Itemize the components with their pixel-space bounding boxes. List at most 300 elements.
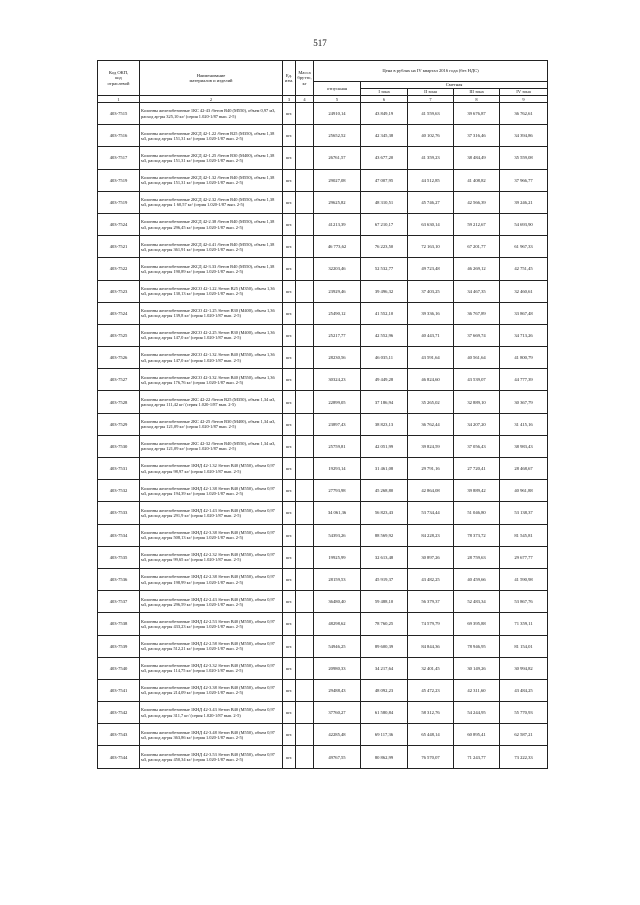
- cell-price-zone-4: 41 800,79: [500, 347, 548, 369]
- cell-price-zone-2: 74 579,79: [408, 613, 454, 635]
- cell-code: 403-7544: [98, 746, 140, 768]
- table-row: [98, 147, 548, 169]
- cell-price-wholesale: 20980,33: [314, 657, 361, 679]
- cell-price-zone-3: 32 889,10: [454, 391, 500, 413]
- header-zone-1: I зона: [361, 89, 408, 96]
- cell-price-wholesale: 28159,53: [314, 568, 361, 590]
- cell-name: Колонны железобетонные 2КСД 42-2.32 /бетон В40 (М550), объем 1,38 м3, расход ар-ры 1 60,57 кг/ (серия 1.020-1/87 вып. 2-5): [140, 191, 283, 213]
- cell-unit: шт.: [283, 591, 296, 613]
- cell-price-zone-1: 45 268,80: [361, 480, 408, 502]
- cell-name: Колонны железобетонные 2КСО 42-2.25 /бетон В30 (М400), объем 1,36 м3, расход ар-ры 147,0 кг/ (серия 1.020-1/87 вып. 2-5): [140, 324, 283, 346]
- cell-price-zone-2: 40 443,71: [408, 324, 454, 346]
- table-row: [98, 391, 548, 413]
- cell-price-wholesale: 25217,77: [314, 324, 361, 346]
- cell-price-zone-2: 65 448,14: [408, 724, 454, 746]
- cell-code: 403-7525: [98, 324, 140, 346]
- cell-mass: [296, 280, 314, 302]
- cell-mass: [296, 546, 314, 568]
- cell-name: Колонны железобетонные 2КСО 42-1.32 /бетон В40 (М550), объем 1,36 м3, расход ар-ры 147,0 кг/ (серия 1.020-1/87 вып. 2-5): [140, 347, 283, 369]
- cell-mass: [296, 724, 314, 746]
- cell-price-wholesale: 29027,08: [314, 169, 361, 191]
- cell-name: Колонны железобетонные 1КНД 42-2.43 /бетон В40 (М550), объем 0,97 м3, расход ар-ры 296,59 кг/ (серия 1.020-1/87 вып. 2-5): [140, 591, 283, 613]
- cell-name: Колонны железобетонные 2КСО 42-3.32 /бетон В40 (М550), объем 1,36 м3, расход ар-ры 176,76 кг/ (серия 1.020-1/87 вып. 2-5): [140, 369, 283, 391]
- table-row: [98, 546, 548, 568]
- cell-price-zone-2: 41 359,23: [408, 147, 454, 169]
- cell-price-zone-3: 39 889,42: [454, 480, 500, 502]
- cell-code: 403-7522: [98, 258, 140, 280]
- cell-price-wholesale: 19925,99: [314, 546, 361, 568]
- cell-code: 403-7534: [98, 524, 140, 546]
- cell-price-wholesale: 34 061,36: [314, 502, 361, 524]
- cell-code: 403-7542: [98, 702, 140, 724]
- table-row: [98, 524, 548, 546]
- cell-price-zone-1: 48 092,23: [361, 679, 408, 701]
- cell-price-zone-4: 61 967,33: [500, 236, 548, 258]
- cell-code: 403-7526: [98, 347, 140, 369]
- cell-price-zone-3: 27 720,41: [454, 458, 500, 480]
- table-row: [98, 213, 548, 235]
- cell-price-zone-1: 67 210,17: [361, 213, 408, 235]
- table-row: [98, 302, 548, 324]
- cell-name: Колонны железобетонные 1КНД 42-2.38 /бетон В40 (М550), объем 0,97 м3, расход ар-ры 198,99 кг/ (серия 1.020-1/87 вып. 2-5): [140, 568, 283, 590]
- cell-price-wholesale: 28230,56: [314, 347, 361, 369]
- cell-price-wholesale: 49767,55: [314, 746, 361, 768]
- cell-name: Колонны железобетонные 2КС 42-32 /бетон В40 (М550), объем 1,34 м3, расход ар-ры 121,09 кг/ (серия 1.020-1/87 вып. 2-5): [140, 435, 283, 457]
- cell-mass: [296, 413, 314, 435]
- cell-mass: [296, 213, 314, 235]
- cell-name: Колонны железобетонные 1КНД 42-2.53 /бетон В40 (М550), объем 0,97 м3, расход ар-ры 433,23 кг/ (серия 1.020-1/87 вып. 2-5): [140, 613, 283, 635]
- table-row: [98, 236, 548, 258]
- cell-price-zone-2: 29 791,16: [408, 458, 454, 480]
- cell-price-wholesale: 29625,82: [314, 191, 361, 213]
- table-body: [98, 103, 548, 769]
- cell-price-zone-3: 30 149,26: [454, 657, 500, 679]
- cell-price-zone-4: 28 468,67: [500, 458, 548, 480]
- cell-price-wholesale: 23897,43: [314, 413, 361, 435]
- cell-price-zone-2: 46 824,60: [408, 369, 454, 391]
- cell-mass: [296, 502, 314, 524]
- cell-price-zone-4: 34 713,26: [500, 324, 548, 346]
- cell-price-zone-2: 53 734,44: [408, 502, 454, 524]
- table-row: [98, 657, 548, 679]
- cell-price-zone-3: 37 056,43: [454, 435, 500, 457]
- cell-price-zone-1: 69 117,36: [361, 724, 408, 746]
- cell-name: Колонны железобетонные 1КНД 42-2.58 /бетон В40 (М550), объем 0,97 м3, расход ар-ры 512,21 кг/ (серия 1.020-1/87 вып. 2-5): [140, 635, 283, 657]
- cell-mass: [296, 679, 314, 701]
- cell-name: Колонны железобетонные 1КНД 42-3.38 /бетон В40 (М550), объем 0,97 м3, расход ар-ры 214,09 кг/ (серия 1.020-1/87 вып. 2-5): [140, 679, 283, 701]
- cell-price-zone-2: 42 864,08: [408, 480, 454, 502]
- cell-price-zone-2: 39 336,16: [408, 302, 454, 324]
- cell-unit: шт.: [283, 191, 296, 213]
- cell-price-zone-4: 81 154,01: [500, 635, 548, 657]
- cell-unit: шт.: [283, 213, 296, 235]
- cell-price-zone-4: 73 222,33: [500, 746, 548, 768]
- cell-price-wholesale: 24910,14: [314, 103, 361, 125]
- cell-price-zone-2: 49 723,48: [408, 258, 454, 280]
- table-row: [98, 103, 548, 125]
- cell-code: 403-7538: [98, 613, 140, 635]
- column-number: 5: [314, 96, 361, 103]
- cell-name: Колонны железобетонные 2КСО 42-1.22 /бетон В25 (М350), объем 1,36 м3, расход ар-ры 130,13 кг/ (серия 1.020-1/87 вып. 2-5): [140, 280, 283, 302]
- cell-price-zone-2: 84 228,23: [408, 524, 454, 546]
- cell-name: Колонны железобетонные 2КС 42-22 /бетон В25 (М350), объем 1,34 м3, расход ар-ры 111,42 кг/ (серия 1.020-1/87 вып. 2-5): [140, 391, 283, 413]
- cell-price-wholesale: 29488,43: [314, 679, 361, 701]
- cell-price-wholesale: 54946,25: [314, 635, 361, 657]
- cell-price-zone-4: 81 545,81: [500, 524, 548, 546]
- cell-code: 403-7533: [98, 502, 140, 524]
- cell-price-wholesale: 54393,26: [314, 524, 361, 546]
- cell-unit: шт.: [283, 258, 296, 280]
- cell-price-zone-1: 80 862,99: [361, 746, 408, 768]
- cell-mass: [296, 302, 314, 324]
- cell-unit: шт.: [283, 324, 296, 346]
- cell-price-zone-2: 40 102,76: [408, 125, 454, 147]
- cell-unit: шт.: [283, 347, 296, 369]
- cell-price-zone-2: 37 403,25: [408, 280, 454, 302]
- header-zone-2: II зона: [408, 89, 454, 96]
- cell-price-zone-1: 34 217,64: [361, 657, 408, 679]
- table-row: [98, 613, 548, 635]
- cell-code: 403-7528: [98, 391, 140, 413]
- cell-name: Колонны железобетонные 1КНД 42-3.38 /бетон В40 (М550), объем 0,97 м3, расход ар-ры 508,13 кг/ (серия 1.020-1/87 вып. 2-5): [140, 524, 283, 546]
- cell-code: 403-7519: [98, 191, 140, 213]
- cell-name: Колонны железобетонные 2КСД 42-4.41 /бетон В40 (М550), объем 1,38 м3, расход ар-ры 361,91 кг/ (серия 1.020-1/87 вып. 2-5): [140, 236, 283, 258]
- cell-price-zone-3: 46 269,12: [454, 258, 500, 280]
- cell-price-zone-1: 43 677,20: [361, 147, 408, 169]
- column-number: 3: [283, 96, 296, 103]
- cell-price-zone-1: 59 488,10: [361, 591, 408, 613]
- cell-mass: [296, 524, 314, 546]
- cell-name: Колонны железобетонные 1КС 42-43 /бетон В40 (М550), объем 0,97 м3, расход ар-ры 325,10 кг/ (серия 1.020-1/87 вып. 2-5): [140, 103, 283, 125]
- cell-price-zone-2: 84 844,36: [408, 635, 454, 657]
- cell-price-zone-1: 56 823,43: [361, 502, 408, 524]
- header-delivery: Сметная: [361, 82, 548, 89]
- cell-unit: шт.: [283, 635, 296, 657]
- cell-price-zone-1: 43 849,19: [361, 103, 408, 125]
- cell-price-zone-3: 67 201,77: [454, 236, 500, 258]
- cell-mass: [296, 369, 314, 391]
- cell-price-zone-4: 30 367,79: [500, 391, 548, 413]
- cell-price-wholesale: 22899,05: [314, 391, 361, 413]
- table-row: [98, 591, 548, 613]
- cell-price-zone-2: 30 897,26: [408, 546, 454, 568]
- column-number: 7: [408, 96, 454, 103]
- cell-unit: шт.: [283, 502, 296, 524]
- header-price-group: Цена в рублях на IV квартал 2016 года (без НДС): [314, 61, 548, 82]
- column-number: 9: [500, 96, 548, 103]
- table-row: [98, 502, 548, 524]
- cell-price-zone-1: 49 449,28: [361, 369, 408, 391]
- cell-price-zone-3: 40 459,66: [454, 568, 500, 590]
- cell-code: 403-7531: [98, 458, 140, 480]
- cell-price-zone-4: 30 994,82: [500, 657, 548, 679]
- cell-unit: шт.: [283, 480, 296, 502]
- column-number: 6: [361, 96, 408, 103]
- cell-price-zone-2: 56 379,37: [408, 591, 454, 613]
- price-table: [97, 60, 548, 769]
- table-row: [98, 568, 548, 590]
- table-row: [98, 480, 548, 502]
- cell-price-zone-4: 43 484,25: [500, 679, 548, 701]
- header-name: Наименование материалов и изделий: [140, 61, 283, 96]
- cell-unit: шт.: [283, 613, 296, 635]
- table-row: [98, 702, 548, 724]
- cell-price-zone-3: 41 408,82: [454, 169, 500, 191]
- header-code: Код ОКП, код отраслевой: [98, 61, 140, 96]
- cell-code: 403-7530: [98, 435, 140, 457]
- cell-unit: шт.: [283, 369, 296, 391]
- column-number: 2: [140, 96, 283, 103]
- cell-unit: шт.: [283, 657, 296, 679]
- table-row: [98, 413, 548, 435]
- cell-mass: [296, 635, 314, 657]
- cell-price-zone-1: 45 919,37: [361, 568, 408, 590]
- cell-name: Колонны железобетонные 1КНД 42-1.38 /бетон В40 (М550), объем 0,97 м3, расход ар-ры 194,39 кг/ (серия 1.020-1/87 вып. 2-5): [140, 480, 283, 502]
- cell-mass: [296, 568, 314, 590]
- cell-price-zone-3: 37 669,74: [454, 324, 500, 346]
- cell-price-zone-1: 52 532,77: [361, 258, 408, 280]
- cell-price-zone-1: 88 569,92: [361, 524, 408, 546]
- cell-mass: [296, 613, 314, 635]
- cell-price-zone-3: 78 373,72: [454, 524, 500, 546]
- cell-name: Колонны железобетонные 1КНД 42-1.43 /бетон В40 (М550), объем 0,97 м3, расход ар-ры 291,9 кг/ (серия 1.020-1/87 вып. 2-5): [140, 502, 283, 524]
- cell-code: 403-7515: [98, 103, 140, 125]
- cell-unit: шт.: [283, 125, 296, 147]
- cell-price-zone-4: 31 415,16: [500, 413, 548, 435]
- cell-price-zone-1: 42 552,96: [361, 324, 408, 346]
- cell-price-zone-3: 34 467,35: [454, 280, 500, 302]
- cell-mass: [296, 103, 314, 125]
- cell-price-zone-3: 78 946,95: [454, 635, 500, 657]
- cell-unit: шт.: [283, 458, 296, 480]
- cell-price-zone-4: 41 590,98: [500, 568, 548, 590]
- cell-code: 403-7527: [98, 369, 140, 391]
- cell-price-zone-4: 36 762,61: [500, 103, 548, 125]
- header-zone-3: III зона: [454, 89, 500, 96]
- cell-price-zone-2: 32 401,45: [408, 657, 454, 679]
- cell-price-wholesale: 32203,46: [314, 258, 361, 280]
- cell-name: Колонны железобетонные 2КСД 42-1.32 /бетон В40 (М550), объем 1,38 м3, расход ар-ры 151,31 кг/ (серия 1.020-1/87 вып. 2-5): [140, 169, 283, 191]
- cell-price-zone-1: 42 345,38: [361, 125, 408, 147]
- cell-price-zone-1: 42 051,99: [361, 435, 408, 457]
- cell-price-zone-3: 60 895,41: [454, 724, 500, 746]
- cell-price-zone-4: 38 983,43: [500, 435, 548, 457]
- cell-unit: шт.: [283, 568, 296, 590]
- cell-price-wholesale: 26761,57: [314, 147, 361, 169]
- cell-mass: [296, 191, 314, 213]
- cell-mass: [296, 591, 314, 613]
- cell-price-zone-2: 63 630,14: [408, 213, 454, 235]
- cell-code: 403-7539: [98, 635, 140, 657]
- table-row: [98, 724, 548, 746]
- cell-price-wholesale: 25759,81: [314, 435, 361, 457]
- cell-price-wholesale: 30324,23: [314, 369, 361, 391]
- cell-price-zone-2: 72 163,10: [408, 236, 454, 258]
- table-row: [98, 191, 548, 213]
- cell-name: Колонны железобетонные 1КНД 42-3.53 /бетон В40 (М550), объем 0,97 м3, расход ар-ры 450,34 кг/ (серия 1.020-1/87 вып. 2-5): [140, 746, 283, 768]
- cell-price-zone-1: 48 310,51: [361, 191, 408, 213]
- cell-mass: [296, 125, 314, 147]
- cell-price-wholesale: 23929,46: [314, 280, 361, 302]
- cell-name: Колонны железобетонные 1КНД 42-3.48 /бетон В40 (М550), объем 0,97 м3, расход ар-ры 363,86 кг/ (серия 1.020-1/87 вып. 2-5): [140, 724, 283, 746]
- cell-price-zone-4: 29 677,77: [500, 546, 548, 568]
- cell-unit: шт.: [283, 302, 296, 324]
- cell-price-zone-3: 42 566,39: [454, 191, 500, 213]
- cell-mass: [296, 236, 314, 258]
- cell-code: 403-7536: [98, 568, 140, 590]
- cell-mass: [296, 657, 314, 679]
- table-row: [98, 435, 548, 457]
- cell-price-wholesale: 42285,48: [314, 724, 361, 746]
- cell-unit: шт.: [283, 413, 296, 435]
- cell-price-zone-4: 35 559,08: [500, 147, 548, 169]
- cell-name: Колонны железобетонные 2КСД 42-1.25 /бетон В30 (М400), объем 1,38 м3, расход ар-ры 151,31 кг/ (серия 1.020-1/87 вып. 2-5): [140, 147, 283, 169]
- cell-price-zone-4: 37 966,77: [500, 169, 548, 191]
- cell-price-zone-2: 44 512,85: [408, 169, 454, 191]
- cell-price-zone-4: 32 460,61: [500, 280, 548, 302]
- cell-price-zone-1: 32 613,48: [361, 546, 408, 568]
- cell-price-zone-2: 35 265,02: [408, 391, 454, 413]
- cell-price-zone-1: 47 007,95: [361, 169, 408, 191]
- table-row: [98, 635, 548, 657]
- cell-price-zone-3: 39 676,87: [454, 103, 500, 125]
- cell-name: Колонны железобетонные 1КНД 42-1.32 /бетон В40 (М550), объем 0,97 м3, расход ар-ры 98,97 кг/ (серия 1.020-1/87 вып. 2-5): [140, 458, 283, 480]
- cell-mass: [296, 702, 314, 724]
- cell-mass: [296, 391, 314, 413]
- cell-price-zone-2: 45 472,23: [408, 679, 454, 701]
- cell-price-zone-2: 36 762,44: [408, 413, 454, 435]
- cell-code: 403-7516: [98, 125, 140, 147]
- cell-price-zone-1: 61 580,84: [361, 702, 408, 724]
- cell-mass: [296, 169, 314, 191]
- cell-price-zone-4: 42 751,45: [500, 258, 548, 280]
- cell-price-wholesale: 37760,27: [314, 702, 361, 724]
- cell-code: 403-7540: [98, 657, 140, 679]
- cell-mass: [296, 746, 314, 768]
- cell-price-zone-3: 28 759,63: [454, 546, 500, 568]
- cell-price-zone-1: 39 496,32: [361, 280, 408, 302]
- cell-price-zone-3: 42 311,60: [454, 679, 500, 701]
- cell-mass: [296, 324, 314, 346]
- cell-price-zone-4: 53 867,76: [500, 591, 548, 613]
- cell-price-zone-4: 33 867,48: [500, 302, 548, 324]
- cell-unit: шт.: [283, 236, 296, 258]
- cell-price-zone-2: 43 591,64: [408, 347, 454, 369]
- cell-code: 403-7521: [98, 236, 140, 258]
- cell-price-wholesale: 48298,62: [314, 613, 361, 635]
- cell-price-wholesale: 46 773,62: [314, 236, 361, 258]
- cell-price-zone-4: 62 587,21: [500, 724, 548, 746]
- cell-price-wholesale: 25490,12: [314, 302, 361, 324]
- cell-price-zone-4: 54 693,90: [500, 213, 548, 235]
- cell-price-zone-4: 55 770,93: [500, 702, 548, 724]
- cell-price-zone-4: 53 138,37: [500, 502, 548, 524]
- column-number: 1: [98, 96, 140, 103]
- cell-unit: шт.: [283, 524, 296, 546]
- header-mass: Масса брутто, кг: [296, 61, 314, 96]
- column-number: 4: [296, 96, 314, 103]
- cell-name: Колонны железобетонные 2КСД 42-1.22 /бетон В25 (М350), объем 1,38 м3, расход ар-ры 151,31 кг/ (серия 1.020-1/87 вып. 2-5): [140, 125, 283, 147]
- cell-price-zone-3: 40 561,64: [454, 347, 500, 369]
- cell-unit: шт.: [283, 391, 296, 413]
- cell-price-zone-2: 39 824,59: [408, 435, 454, 457]
- cell-code: 403-7541: [98, 679, 140, 701]
- cell-price-zone-4: 34 394,86: [500, 125, 548, 147]
- column-number-row: [98, 96, 548, 103]
- cell-unit: шт.: [283, 280, 296, 302]
- cell-price-zone-3: 37 316,46: [454, 125, 500, 147]
- table-row: [98, 258, 548, 280]
- cell-code: 403-7537: [98, 591, 140, 613]
- cell-price-zone-4: 44 777,39: [500, 369, 548, 391]
- cell-mass: [296, 458, 314, 480]
- table-row: [98, 458, 548, 480]
- cell-code: 403-7517: [98, 147, 140, 169]
- cell-price-zone-4: 71 359,11: [500, 613, 548, 635]
- cell-code: 403-7529: [98, 413, 140, 435]
- cell-name: Колонны железобетонные 1КНД 42-3.43 /бетон В40 (М550), объем 0,97 м3, расход ар-ры 311,7 кг/ (серия 1.020-1/87 вып. 2-5): [140, 702, 283, 724]
- cell-code: 403-7524: [98, 213, 140, 235]
- table-header: [98, 61, 548, 103]
- cell-mass: [296, 147, 314, 169]
- cell-mass: [296, 480, 314, 502]
- cell-mass: [296, 435, 314, 457]
- cell-name: Колонны железобетонные 1КНД 42-3.32 /бетон В40 (М550), объем 0,97 м3, расход ар-ры 114,75 кг/ (серия 1.020-1/87 вып. 2-5): [140, 657, 283, 679]
- table-row: [98, 369, 548, 391]
- cell-price-zone-2: 41 559,63: [408, 103, 454, 125]
- header-wholesale: отпускная: [314, 82, 361, 96]
- cell-price-zone-3: 43 539,07: [454, 369, 500, 391]
- cell-unit: шт.: [283, 103, 296, 125]
- cell-price-zone-1: 46 035,11: [361, 347, 408, 369]
- header-zone-4: IV зона: [500, 89, 548, 96]
- cell-unit: шт.: [283, 746, 296, 768]
- cell-price-zone-1: 37 186,94: [361, 391, 408, 413]
- cell-mass: [296, 347, 314, 369]
- cell-price-wholesale: 25652,52: [314, 125, 361, 147]
- cell-code: 403-7519: [98, 169, 140, 191]
- cell-name: Колонны железобетонные 1КНД 42-2.32 /бетон В40 (М550), объем 0,97 м3, расход ар-ры 99,65 кг/ (серия 1.020-1/87 вып. 2-5): [140, 546, 283, 568]
- table-row: [98, 280, 548, 302]
- cell-price-zone-1: 76 223,50: [361, 236, 408, 258]
- cell-name: Колонны железобетонные 2КСД 42-3.33 /бетон В40 (М550), объем 1,38 м3, расход ар-ры 190,89 кг/ (серия 1.020-1/87 вып. 2-5): [140, 258, 283, 280]
- cell-price-zone-4: 40 961,88: [500, 480, 548, 502]
- cell-code: 403-7535: [98, 546, 140, 568]
- cell-price-zone-3: 59 212,67: [454, 213, 500, 235]
- cell-name: Колонны железобетонные 2КСД 42-2.38 /бетон В40 (М550), объем 1,38 м3, расход ар-ры 296,45 кг/ (серия 1.020-1/87 вып. 2-5): [140, 213, 283, 235]
- cell-code: 403-7543: [98, 724, 140, 746]
- cell-unit: шт.: [283, 147, 296, 169]
- cell-name: Колонны железобетонные 2КСО 42-1.25 /бетон В30 (М400), объем 1,36 м3, расход ар-ры 139,8 кг/ (серия 1.020-1/87 вып. 2-5): [140, 302, 283, 324]
- cell-unit: шт.: [283, 546, 296, 568]
- cell-price-zone-3: 52 483,34: [454, 591, 500, 613]
- cell-unit: шт.: [283, 435, 296, 457]
- cell-price-wholesale: 36480,40: [314, 591, 361, 613]
- cell-price-zone-1: 38 823,13: [361, 413, 408, 435]
- table-row: [98, 125, 548, 147]
- table-row: [98, 746, 548, 768]
- table-row: [98, 169, 548, 191]
- cell-code: 403-7523: [98, 280, 140, 302]
- cell-price-zone-1: 31 461,08: [361, 458, 408, 480]
- cell-unit: шт.: [283, 702, 296, 724]
- header-unit: Ед. изм.: [283, 61, 296, 96]
- cell-price-zone-1: 89 600,39: [361, 635, 408, 657]
- cell-price-zone-3: 54 244,95: [454, 702, 500, 724]
- cell-price-zone-3: 36 767,89: [454, 302, 500, 324]
- cell-price-zone-4: 39 246,21: [500, 191, 548, 213]
- cell-price-zone-2: 45 746,27: [408, 191, 454, 213]
